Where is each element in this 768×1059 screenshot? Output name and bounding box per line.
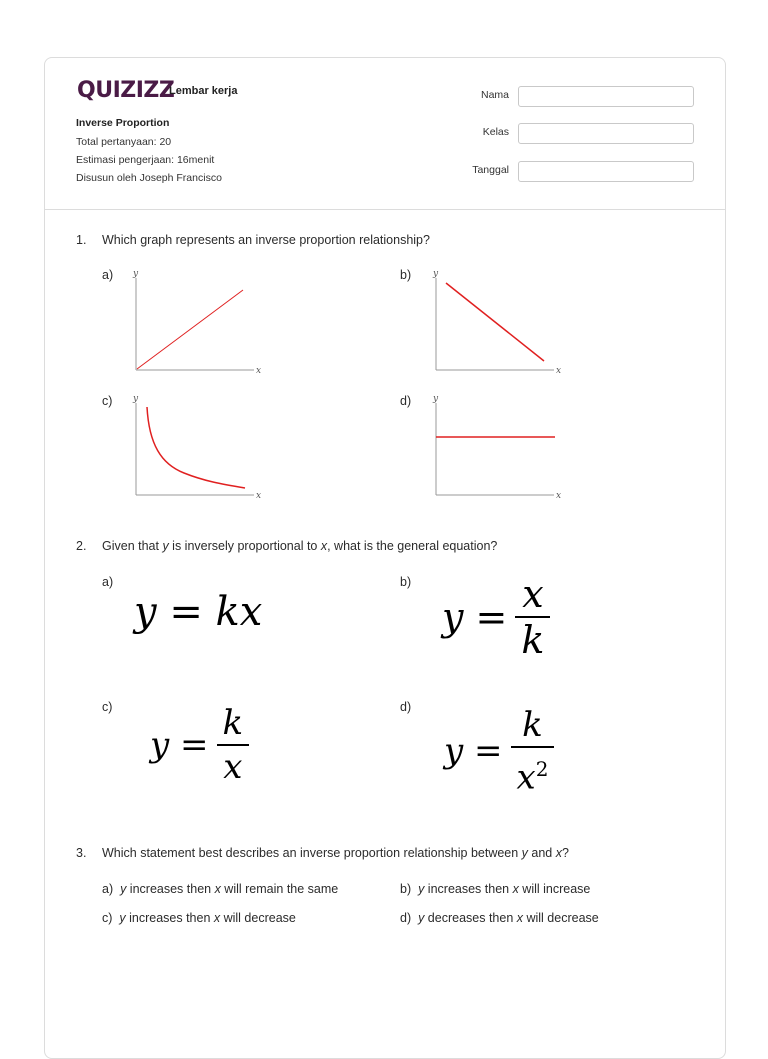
document-type: Lembar kerja xyxy=(169,85,238,97)
y-axis-label: y xyxy=(133,269,139,279)
graph-line xyxy=(446,283,544,361)
formula-y-equals-kx[interactable]: y = kx xyxy=(134,589,263,635)
option-letter[interactable]: b) xyxy=(400,575,412,589)
x-axis-label: x xyxy=(256,366,262,376)
option-d[interactable]: d) y decreases then x will decrease xyxy=(400,911,599,925)
option-letter[interactable]: c) xyxy=(102,394,113,408)
y-axis-label: y xyxy=(433,394,439,404)
option-b[interactable]: b) y increases then x will increase xyxy=(400,882,591,896)
question-number: 3. xyxy=(76,846,87,860)
x-axis-label: x xyxy=(556,491,562,501)
graph-inverse-curve[interactable] xyxy=(126,389,266,504)
name-field[interactable] xyxy=(518,86,694,107)
formula-y-equals-k-over-x-squared[interactable]: y = $\frac{k}{x^2}$ xyxy=(444,704,554,798)
question-number: 2. xyxy=(76,539,87,553)
class-field[interactable] xyxy=(518,123,694,144)
graph-increasing-line[interactable] xyxy=(126,264,266,379)
date-label: Tanggal xyxy=(472,164,509,176)
option-letter[interactable]: c) xyxy=(102,700,113,714)
name-label: Nama xyxy=(480,89,509,101)
option-letter[interactable]: d) xyxy=(400,700,412,714)
author: Disusun oleh Joseph Francisco xyxy=(76,172,222,184)
option-letter[interactable]: b) xyxy=(400,268,412,282)
graph-horizontal-line[interactable] xyxy=(426,389,566,504)
graph-decreasing-line[interactable] xyxy=(426,264,566,379)
x-axis-label: x xyxy=(256,491,262,501)
total-questions: Total pertanyaan: 20 xyxy=(76,136,172,148)
quizizz-logo: QUIZIZZ xyxy=(77,78,175,103)
formula-y-equals-k-over-x[interactable]: y = $\frac{k}{x}$ xyxy=(150,702,249,788)
worksheet-header xyxy=(45,58,725,210)
option-letter[interactable]: d) xyxy=(400,394,412,408)
option-letter[interactable]: a) xyxy=(102,268,114,282)
question-text: Given that y is inversely proportional to x, what is the general equation? xyxy=(102,539,498,553)
option-c[interactable]: c) y increases then x will decrease xyxy=(102,911,296,925)
graph-line xyxy=(137,290,243,369)
graph-curve xyxy=(147,407,245,488)
class-label: Kelas xyxy=(482,126,509,138)
option-a[interactable]: a) y increases then x will remain the same xyxy=(102,882,339,896)
question-text: Which statement best describes an inverse proportion relationship between y and x? xyxy=(102,846,569,860)
question-2 xyxy=(44,539,724,559)
question-3 xyxy=(44,846,724,866)
x-axis-label: x xyxy=(556,366,562,376)
y-axis-label: y xyxy=(433,269,439,279)
question-text: Which graph represents an inverse proportion relationship? xyxy=(102,233,430,247)
formula-y-equals-x-over-k[interactable]: y = $\frac{x}{k}$ xyxy=(442,572,550,662)
quiz-title: Inverse Proportion xyxy=(76,117,170,129)
y-axis-label: y xyxy=(133,394,139,404)
date-field[interactable] xyxy=(518,161,694,182)
option-letter[interactable]: a) xyxy=(102,575,114,589)
question-number: 1. xyxy=(76,233,87,247)
estimated-time: Estimasi pengerjaan: 16menit xyxy=(76,154,215,166)
question-1 xyxy=(44,233,724,253)
